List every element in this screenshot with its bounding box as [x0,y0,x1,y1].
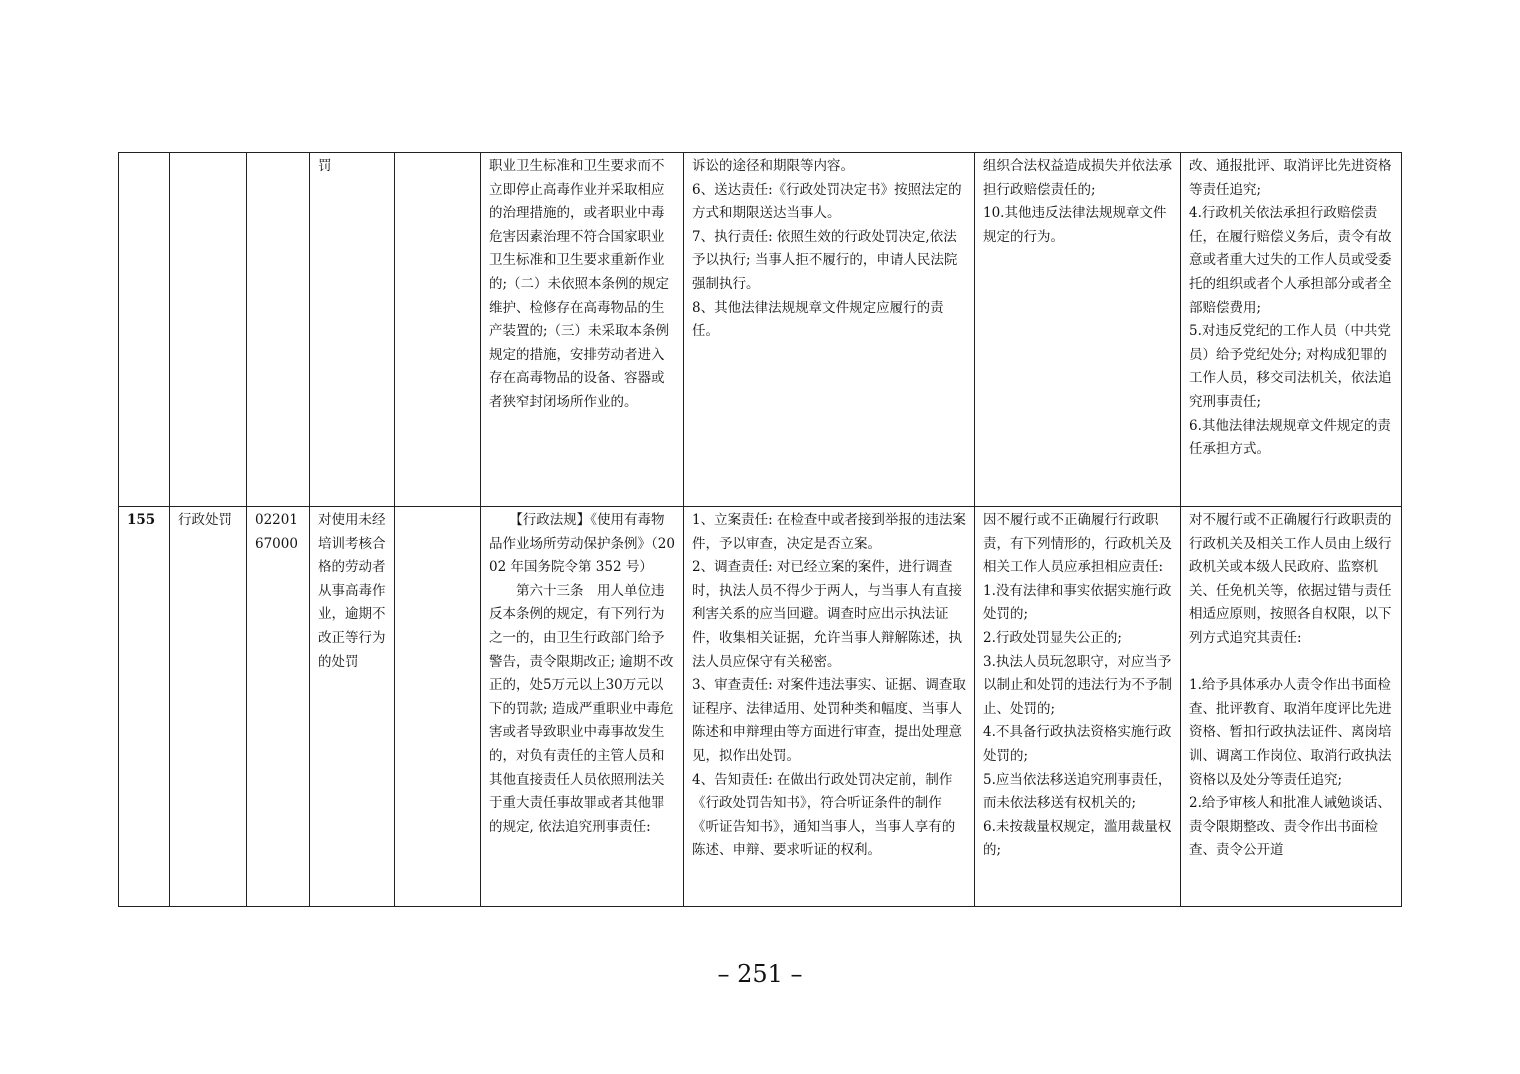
item-methods: 改、通报批评、取消评比先进资格等责任追究; 4.行政机关依法承担行政赔偿责任，在履行赔偿义务后，责令有故意或者重大过失的工作人员或受委托的组织或者个人承担部分或者全部赔偿费用; 5.对违反党纪的工作人员（中共党员）给予党纪处分; 对构成犯罪的工作人员，移交司法机关，依法追究刑事责任; 6.其他法律法规规章文件规定的责任承担方式。 [1181,153,1402,507]
page-number: – 251 – [717,960,803,988]
item-type: 行政处罚 [170,507,247,907]
item-methods: 对不履行或不正确履行行政职责的行政机关及相关工作人员由上级行政机关或本级人民政府、监察机关、任免机关等，依据过错与责任相适应原则，按照各自权限，以下列方式追究其责任: 1.给予具体承办人责令作出书面检查、批评教育、取消年度评比先进资格、暂扣行政执法证件、离岗培训、调离工作岗位、取消行政执法资格以及处分等责任追究; 2.给予审核人和批准人诫勉谈话、责令限期整改、责令作出书面检查、责令公开道 [1181,507,1402,907]
item-name: 对使用未经培训考核合格的劳动者从事高毒作业，逾期不改正等行为的处罚 [310,507,395,907]
item-duties: 诉讼的途径和期限等内容。 6、送达责任:《行政处罚决定书》按照法定的方式和期限送达当事人。 7、执行责任: 依照生效的行政处罚决定,依法予以执行; 当事人拒不履行的，申请人民法院强制执行。 8、其他法律法规规章文件规定应履行的责任。 [684,153,975,507]
item-legal-basis: 【行政法规】《使用有毒物品作业场所劳动保护条例》（2002 年国务院令第 352 号） 第六十三条 用人单位违反本条例的规定，有下列行为之一的，由卫生行政部门给予警告，责令限期改正; 逾期不改正的，处5万元以上30万元以下的罚款; 造成严重职业中毒危害或者导致职业中毒事故发生的，对负有责任的主管人员和其他直接责任人员依照刑法关于重大责任事故罪或者其他罪的规定, 依法追究刑事责任: [481,507,684,907]
item-name: 罚 [310,153,395,507]
item-duties: 1、立案责任: 在检查中或者接到举报的违法案件，予以审查，决定是否立案。 2、调查责任: 对已经立案的案件，进行调查时，执法人员不得少于两人，与当事人有直接利害关系的应当回避。调查时应出示执法证件，收集相关证据，允许当事人辩解陈述，执法人员应保守有关秘密。 3、审查责任: 对案件违法事实、证据、调查取证程序、法律适用、处罚种类和幅度、当事人陈述和申辩理由等方面进行审查，提出处理意见，拟作出处罚。 4、告知责任: 在做出行政处罚决定前，制作《行政处罚告知书》，符合听证条件的制作《听证告知书》，通知当事人，当事人享有的陈述、申辩、要求听证的权利。 [684,507,975,907]
item-subitem [395,153,481,507]
item-legal-basis: 职业卫生标准和卫生要求而不立即停止高毒作业并采取相应的治理措施的，或者职业中毒危害因素治理不符合国家职业卫生标准和卫生要求重新作业的;（二）未依照本条例的规定维护、检修存在高毒物品的生产装置的;（三）未采取本条例规定的措施，安排劳动者进入存在高毒物品的设备、容器或者狭窄封闭场所作业的。 [481,153,684,507]
table-row [119,153,1402,507]
item-accountability: 组织合法权益造成损失并依法承担行政赔偿责任的; 10.其他违反法律法规规章文件规定的行为。 [975,153,1181,507]
item-type [170,153,247,507]
item-code [247,153,310,507]
item-subitem [395,507,481,907]
item-number [119,153,170,507]
table-row [119,507,1402,907]
item-number: 155 [119,507,170,907]
item-code: 0220167000 [247,507,310,907]
responsibility-table [118,152,1402,907]
item-accountability: 因不履行或不正确履行行政职责，有下列情形的，行政机关及相关工作人员应承担相应责任: 1.没有法律和事实依据实施行政处罚的; 2.行政处罚显失公正的; 3.执法人员玩忽职守，对应当予以制止和处罚的违法行为不予制止、处罚的; 4.不具备行政执法资格实施行政处罚的; 5.应当依法移送追究刑事责任，而未依法移送有权机关的; 6.未按裁量权规定，滥用裁量权的; [975,507,1181,907]
